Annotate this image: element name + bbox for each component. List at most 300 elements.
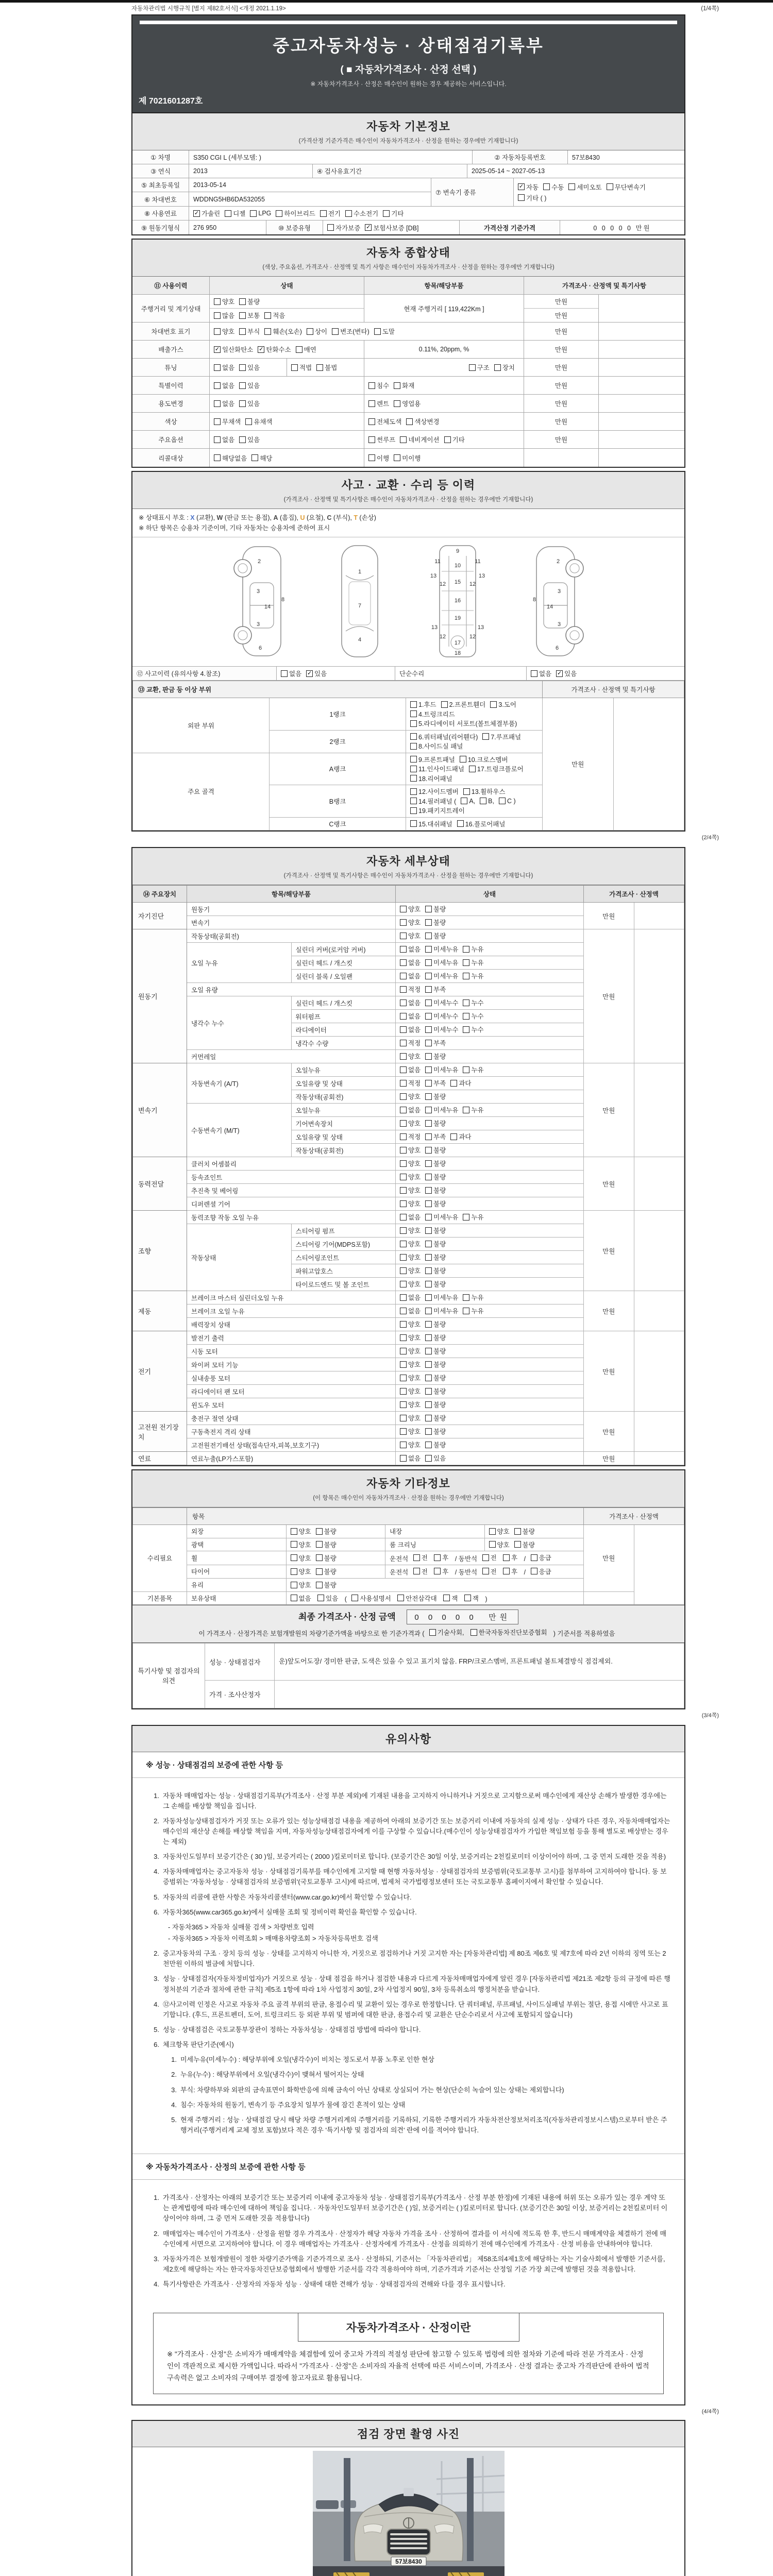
- checkbox-option[interactable]: [400, 958, 421, 967]
- checkbox-box[interactable]: [607, 183, 613, 190]
- checkbox-box[interactable]: [400, 986, 407, 993]
- checkbox-option[interactable]: [251, 453, 272, 463]
- checkbox-option[interactable]: [291, 1594, 311, 1603]
- checkbox-option[interactable]: [306, 669, 327, 678]
- checkbox-option[interactable]: [464, 1594, 479, 1603]
- checkbox-box[interactable]: [463, 1308, 469, 1314]
- checkbox-option[interactable]: [400, 1252, 421, 1262]
- checkbox-option[interactable]: [425, 1025, 458, 1034]
- checkbox-box[interactable]: [400, 1254, 407, 1261]
- checkbox-box[interactable]: [400, 1348, 407, 1354]
- checkbox-box[interactable]: [400, 1133, 407, 1140]
- checkbox-box[interactable]: [245, 418, 252, 425]
- checkbox-box[interactable]: [400, 1214, 407, 1221]
- checkbox-box[interactable]: [410, 743, 417, 750]
- checkbox-option[interactable]: [489, 1527, 510, 1536]
- checkbox-option[interactable]: [400, 1159, 421, 1168]
- checkbox-option[interactable]: [214, 363, 234, 372]
- checkbox-box[interactable]: [514, 1541, 521, 1548]
- checkbox-box[interactable]: [316, 1554, 323, 1561]
- checkbox-box[interactable]: [425, 1334, 432, 1341]
- checkbox-box[interactable]: [425, 1160, 432, 1167]
- checkbox-option[interactable]: [503, 1553, 517, 1562]
- checkbox-option[interactable]: [463, 1306, 483, 1315]
- checkbox-box[interactable]: [425, 1107, 432, 1113]
- checkbox-option[interactable]: [514, 1540, 535, 1549]
- checkbox-option[interactable]: [307, 327, 327, 336]
- checkbox-box[interactable]: [450, 1080, 457, 1087]
- checkbox-option[interactable]: [607, 182, 646, 192]
- checkbox-box[interactable]: [425, 1308, 432, 1314]
- checkbox-option[interactable]: [394, 381, 414, 390]
- checkbox-option[interactable]: [543, 182, 564, 192]
- checkbox-option[interactable]: [214, 381, 234, 390]
- checkbox-box[interactable]: [568, 183, 575, 190]
- checkbox-box[interactable]: [410, 756, 417, 762]
- checkbox-box[interactable]: [351, 1595, 358, 1601]
- checkbox-option[interactable]: [332, 327, 369, 336]
- checkbox-option[interactable]: [425, 958, 458, 967]
- checkbox-option[interactable]: [368, 435, 395, 444]
- checkbox-option[interactable]: [482, 1553, 497, 1562]
- checkbox-option[interactable]: [400, 1373, 421, 1382]
- checkbox-option[interactable]: [239, 381, 260, 390]
- checkbox-option[interactable]: [425, 1239, 446, 1248]
- checkbox-box[interactable]: [291, 1568, 297, 1575]
- checkbox-box[interactable]: [400, 946, 407, 953]
- checkbox-box[interactable]: [425, 1294, 432, 1301]
- checkbox-box[interactable]: [400, 1455, 407, 1462]
- checkbox-box[interactable]: [291, 1528, 297, 1535]
- checkbox-option[interactable]: [316, 1540, 337, 1549]
- checkbox-box[interactable]: [276, 210, 282, 217]
- checkbox-option[interactable]: [450, 1132, 471, 1141]
- checkbox-option[interactable]: [291, 363, 312, 372]
- checkbox-option[interactable]: [425, 1145, 446, 1155]
- checkbox-option[interactable]: [410, 709, 455, 719]
- checkbox-option[interactable]: [239, 297, 260, 306]
- checkbox-option[interactable]: [425, 904, 446, 913]
- checkbox-option[interactable]: [425, 1118, 446, 1128]
- checkbox-option[interactable]: [394, 453, 421, 463]
- checkbox-box[interactable]: [345, 210, 352, 217]
- checkbox-option[interactable]: [518, 182, 539, 192]
- checkbox-box[interactable]: [400, 1375, 407, 1381]
- checkbox-box[interactable]: [400, 1200, 407, 1207]
- checkbox-box[interactable]: [425, 1227, 432, 1234]
- checkbox-box[interactable]: [482, 733, 489, 740]
- checkbox-option[interactable]: [434, 1567, 448, 1576]
- checkbox-box[interactable]: [425, 1375, 432, 1381]
- checkbox-option[interactable]: [400, 918, 421, 927]
- checkbox-box[interactable]: [494, 364, 501, 371]
- checkbox-box[interactable]: [429, 1629, 436, 1636]
- checkbox-option[interactable]: [461, 798, 475, 805]
- checkbox-box[interactable]: [469, 766, 476, 772]
- checkbox-box[interactable]: [400, 919, 407, 926]
- checkbox-box[interactable]: [425, 1040, 432, 1046]
- checkbox-option[interactable]: [400, 1226, 421, 1235]
- checkbox-option[interactable]: [400, 1185, 421, 1195]
- checkbox-option[interactable]: [503, 1567, 517, 1576]
- checkbox-option[interactable]: [316, 363, 337, 372]
- checkbox-box[interactable]: [320, 210, 327, 217]
- checkbox-box[interactable]: [400, 1160, 407, 1167]
- checkbox-option[interactable]: [400, 1078, 421, 1088]
- checkbox-box[interactable]: [425, 1080, 432, 1087]
- checkbox-option[interactable]: [406, 417, 439, 426]
- checkbox-option[interactable]: [499, 798, 516, 805]
- checkbox-box[interactable]: ✓: [194, 210, 199, 216]
- checkbox-option[interactable]: [291, 1567, 311, 1576]
- checkbox-box[interactable]: [425, 906, 432, 912]
- checkbox-box[interactable]: [239, 382, 246, 389]
- checkbox-box[interactable]: [425, 1120, 432, 1127]
- checkbox-box[interactable]: [425, 999, 432, 1006]
- checkbox-option[interactable]: [400, 1145, 421, 1155]
- checkbox-option[interactable]: [425, 1319, 446, 1329]
- checkbox-option[interactable]: [490, 700, 516, 709]
- checkbox-option[interactable]: [425, 1065, 458, 1074]
- checkbox-box[interactable]: [214, 364, 221, 371]
- checkbox-box[interactable]: [214, 312, 221, 319]
- checkbox-box[interactable]: [410, 701, 417, 708]
- checkbox-option[interactable]: [480, 798, 494, 805]
- checkbox-option[interactable]: [425, 1092, 446, 1101]
- checkbox-box[interactable]: [463, 1066, 469, 1073]
- checkbox-option[interactable]: [250, 210, 271, 217]
- checkbox-box[interactable]: [291, 364, 298, 371]
- checkbox-box[interactable]: [470, 1629, 477, 1636]
- checkbox-box[interactable]: [239, 436, 246, 443]
- checkbox-option[interactable]: [425, 1212, 458, 1222]
- checkbox-option[interactable]: [463, 1293, 483, 1302]
- checkbox-option[interactable]: [568, 182, 601, 192]
- checkbox-box[interactable]: [291, 1582, 297, 1588]
- checkbox-option[interactable]: [425, 1252, 446, 1262]
- checkbox-box[interactable]: [316, 1528, 323, 1535]
- checkbox-box[interactable]: [214, 298, 221, 305]
- checkbox-option[interactable]: [470, 1628, 547, 1637]
- checkbox-option[interactable]: [425, 944, 458, 954]
- checkbox-option[interactable]: [469, 764, 524, 773]
- checkbox-option[interactable]: [463, 1212, 483, 1222]
- checkbox-box[interactable]: [214, 400, 221, 407]
- checkbox-option[interactable]: [441, 700, 486, 709]
- checkbox-box[interactable]: [400, 1334, 407, 1341]
- checkbox-box[interactable]: [400, 959, 407, 966]
- checkbox-box[interactable]: [444, 436, 451, 443]
- checkbox-box[interactable]: [425, 1281, 432, 1287]
- checkbox-option[interactable]: [444, 435, 465, 444]
- checkbox-option[interactable]: [400, 1333, 421, 1342]
- checkbox-option[interactable]: [400, 1306, 421, 1315]
- checkbox-box[interactable]: [400, 1241, 407, 1247]
- checkbox-option[interactable]: [400, 1199, 421, 1208]
- checkbox-box[interactable]: ✓: [214, 346, 220, 352]
- checkbox-option[interactable]: [400, 1025, 421, 1034]
- checkbox-box[interactable]: [317, 1595, 324, 1601]
- checkbox-option[interactable]: [239, 435, 260, 444]
- checkbox-option[interactable]: [425, 1306, 458, 1315]
- checkbox-option[interactable]: [413, 1553, 428, 1562]
- checkbox-box[interactable]: [410, 798, 417, 804]
- checkbox-option[interactable]: [394, 399, 421, 408]
- checkbox-option[interactable]: [425, 1453, 446, 1463]
- checkbox-box[interactable]: [531, 670, 537, 677]
- checkbox-box[interactable]: [425, 973, 432, 979]
- checkbox-box[interactable]: [327, 224, 334, 231]
- checkbox-option[interactable]: [425, 1011, 458, 1021]
- checkbox-box[interactable]: [400, 1227, 407, 1234]
- checkbox-box[interactable]: [531, 1568, 537, 1574]
- checkbox-box[interactable]: [374, 328, 381, 335]
- checkbox-box[interactable]: [400, 1013, 407, 1020]
- checkbox-box[interactable]: [425, 1053, 432, 1060]
- checkbox-option[interactable]: [400, 1427, 421, 1436]
- checkbox-option[interactable]: [276, 209, 315, 218]
- checkbox-option[interactable]: [400, 1212, 421, 1222]
- checkbox-box[interactable]: [400, 906, 407, 912]
- checkbox-option[interactable]: [351, 1594, 391, 1603]
- checkbox-box[interactable]: [239, 400, 246, 407]
- checkbox-option[interactable]: [463, 944, 483, 954]
- checkbox-option[interactable]: [291, 1553, 311, 1563]
- checkbox-option[interactable]: [425, 1038, 446, 1047]
- checkbox-box[interactable]: [264, 328, 271, 335]
- checkbox-box[interactable]: [450, 1133, 457, 1140]
- checkbox-box[interactable]: [400, 1294, 407, 1301]
- checkbox-box[interactable]: [400, 436, 407, 443]
- checkbox-option[interactable]: [400, 1132, 421, 1141]
- checkbox-box[interactable]: [425, 1321, 432, 1328]
- checkbox-option[interactable]: [425, 1132, 446, 1141]
- checkbox-box[interactable]: [434, 1568, 441, 1574]
- checkbox-option[interactable]: [413, 1567, 428, 1576]
- checkbox-option[interactable]: [400, 1279, 421, 1289]
- checkbox-option[interactable]: [400, 1440, 421, 1449]
- checkbox-box[interactable]: [368, 454, 375, 461]
- checkbox-box[interactable]: [400, 1442, 407, 1448]
- checkbox-box[interactable]: [397, 1595, 404, 1601]
- checkbox-box[interactable]: [425, 1187, 432, 1194]
- checkbox-option[interactable]: [239, 327, 260, 336]
- checkbox-option[interactable]: [425, 1105, 458, 1114]
- checkbox-option[interactable]: [327, 223, 360, 232]
- checkbox-option[interactable]: [425, 1199, 446, 1208]
- checkbox-option[interactable]: [400, 1011, 421, 1021]
- checkbox-option[interactable]: [258, 345, 291, 354]
- checkbox-option[interactable]: [316, 1553, 337, 1563]
- checkbox-box[interactable]: [264, 312, 271, 319]
- checkbox-box[interactable]: [425, 1026, 432, 1033]
- checkbox-box[interactable]: [400, 1093, 407, 1100]
- checkbox-option[interactable]: [214, 345, 253, 354]
- checkbox-box[interactable]: [400, 1428, 407, 1435]
- checkbox-option[interactable]: [425, 1386, 446, 1396]
- checkbox-box[interactable]: [368, 382, 375, 389]
- checkbox-box[interactable]: [425, 1455, 432, 1462]
- checkbox-option[interactable]: [443, 1594, 458, 1603]
- checkbox-box[interactable]: [503, 1554, 510, 1561]
- checkbox-option[interactable]: [425, 1333, 446, 1342]
- checkbox-box[interactable]: [443, 1595, 450, 1601]
- checkbox-box[interactable]: [225, 210, 231, 217]
- checkbox-box[interactable]: [400, 973, 407, 979]
- checkbox-box[interactable]: [425, 1348, 432, 1354]
- checkbox-option[interactable]: [400, 1360, 421, 1369]
- checkbox-option[interactable]: [400, 1293, 421, 1302]
- checkbox-option[interactable]: [410, 819, 452, 828]
- checkbox-box[interactable]: [400, 1321, 407, 1328]
- checkbox-box[interactable]: [425, 946, 432, 953]
- checkbox-box[interactable]: [316, 364, 323, 371]
- checkbox-box[interactable]: [425, 933, 432, 939]
- checkbox-box[interactable]: [425, 1066, 432, 1073]
- checkbox-box[interactable]: [518, 194, 525, 201]
- checkbox-box[interactable]: [503, 1568, 510, 1574]
- checkbox-option[interactable]: [425, 1279, 446, 1289]
- checkbox-option[interactable]: [425, 1266, 446, 1275]
- checkbox-box[interactable]: [490, 701, 497, 708]
- checkbox-box[interactable]: [463, 1026, 469, 1033]
- checkbox-box[interactable]: [316, 1541, 323, 1548]
- checkbox-option[interactable]: [239, 363, 260, 372]
- checkbox-option[interactable]: [400, 1052, 421, 1061]
- checkbox-option[interactable]: [296, 345, 316, 354]
- checkbox-box[interactable]: [543, 183, 550, 190]
- checkbox-option[interactable]: [400, 944, 421, 954]
- checkbox-box[interactable]: [400, 1361, 407, 1368]
- checkbox-box[interactable]: [400, 1107, 407, 1113]
- checkbox-option[interactable]: [400, 1453, 421, 1463]
- checkbox-option[interactable]: [291, 1527, 311, 1536]
- checkbox-box[interactable]: [239, 298, 246, 305]
- checkbox-option[interactable]: [264, 327, 302, 336]
- checkbox-option[interactable]: [214, 311, 234, 320]
- checkbox-box[interactable]: [410, 788, 417, 795]
- checkbox-box[interactable]: [425, 1174, 432, 1180]
- checkbox-box[interactable]: [307, 328, 313, 335]
- checkbox-box[interactable]: [460, 756, 466, 762]
- checkbox-option[interactable]: [425, 1440, 446, 1449]
- checkbox-option[interactable]: [214, 399, 234, 408]
- checkbox-box[interactable]: [413, 1554, 420, 1561]
- checkbox-box[interactable]: [214, 454, 221, 461]
- checkbox-box[interactable]: [368, 418, 375, 425]
- checkbox-option[interactable]: [482, 1567, 497, 1576]
- checkbox-option[interactable]: [368, 381, 389, 390]
- checkbox-option[interactable]: [400, 1266, 421, 1275]
- checkbox-option[interactable]: [556, 669, 577, 678]
- checkbox-box[interactable]: [463, 959, 469, 966]
- checkbox-option[interactable]: [531, 1567, 551, 1576]
- checkbox-box[interactable]: ✓: [518, 183, 524, 190]
- checkbox-option[interactable]: [463, 1011, 483, 1021]
- checkbox-box[interactable]: [425, 1361, 432, 1368]
- checkbox-box[interactable]: [425, 1133, 432, 1140]
- checkbox-option[interactable]: [410, 732, 478, 741]
- checkbox-option[interactable]: [214, 297, 234, 306]
- checkbox-box[interactable]: [425, 1254, 432, 1261]
- checkbox-option[interactable]: [463, 1065, 483, 1074]
- checkbox-box[interactable]: [499, 798, 506, 804]
- checkbox-option[interactable]: [425, 1360, 446, 1369]
- checkbox-option[interactable]: [425, 1185, 446, 1195]
- checkbox-option[interactable]: [463, 958, 483, 967]
- checkbox-box[interactable]: [400, 933, 407, 939]
- checkbox-option[interactable]: [281, 669, 301, 678]
- checkbox-option[interactable]: [531, 1553, 551, 1562]
- checkbox-box[interactable]: [400, 1388, 407, 1395]
- checkbox-box[interactable]: [291, 1554, 297, 1561]
- checkbox-box[interactable]: [413, 1568, 420, 1574]
- checkbox-box[interactable]: [482, 1554, 489, 1561]
- checkbox-option[interactable]: [368, 417, 401, 426]
- checkbox-option[interactable]: [400, 1105, 421, 1114]
- checkbox-box[interactable]: [400, 1040, 407, 1046]
- checkbox-box[interactable]: [400, 1026, 407, 1033]
- checkbox-option[interactable]: [214, 327, 234, 336]
- checkbox-option[interactable]: [239, 311, 260, 320]
- checkbox-option[interactable]: [518, 193, 546, 202]
- checkbox-box[interactable]: ✓: [307, 670, 312, 676]
- checkbox-option[interactable]: [410, 719, 517, 728]
- checkbox-box[interactable]: [400, 1281, 407, 1287]
- checkbox-box[interactable]: [425, 1013, 432, 1020]
- checkbox-box[interactable]: [316, 1582, 323, 1588]
- checkbox-option[interactable]: [400, 985, 421, 994]
- checkbox-option[interactable]: [425, 918, 446, 927]
- checkbox-option[interactable]: [365, 223, 418, 232]
- checkbox-option[interactable]: [410, 806, 465, 815]
- checkbox-box[interactable]: [425, 1241, 432, 1247]
- checkbox-option[interactable]: [434, 1553, 448, 1562]
- checkbox-option[interactable]: [214, 453, 247, 463]
- checkbox-option[interactable]: [400, 1319, 421, 1329]
- checkbox-box[interactable]: [410, 820, 417, 827]
- checkbox-box[interactable]: [394, 382, 400, 389]
- checkbox-option[interactable]: [400, 971, 421, 980]
- checkbox-box[interactable]: [368, 436, 375, 443]
- checkbox-box[interactable]: [400, 1415, 407, 1421]
- checkbox-box[interactable]: [425, 919, 432, 926]
- checkbox-box[interactable]: [463, 973, 469, 979]
- checkbox-box[interactable]: [425, 1200, 432, 1207]
- checkbox-option[interactable]: [400, 1172, 421, 1181]
- checkbox-box[interactable]: ✓: [366, 224, 371, 230]
- checkbox-box[interactable]: [425, 1442, 432, 1448]
- checkbox-option[interactable]: [429, 1628, 464, 1637]
- checkbox-option[interactable]: [316, 1527, 337, 1536]
- checkbox-option[interactable]: [425, 998, 458, 1007]
- checkbox-box[interactable]: [425, 1428, 432, 1435]
- checkbox-option[interactable]: [400, 1065, 421, 1074]
- checkbox-box[interactable]: [250, 210, 257, 217]
- checkbox-option[interactable]: [410, 796, 456, 806]
- checkbox-box[interactable]: [425, 1401, 432, 1408]
- checkbox-option[interactable]: [368, 453, 389, 463]
- checkbox-option[interactable]: [410, 774, 452, 783]
- checkbox-box[interactable]: [251, 454, 258, 461]
- checkbox-box[interactable]: [400, 1308, 407, 1314]
- checkbox-box[interactable]: [368, 400, 375, 407]
- checkbox-box[interactable]: [214, 328, 221, 335]
- checkbox-box[interactable]: ✓: [259, 346, 264, 352]
- checkbox-option[interactable]: [425, 1226, 446, 1235]
- checkbox-box[interactable]: [464, 1595, 471, 1601]
- checkbox-option[interactable]: [425, 1413, 446, 1422]
